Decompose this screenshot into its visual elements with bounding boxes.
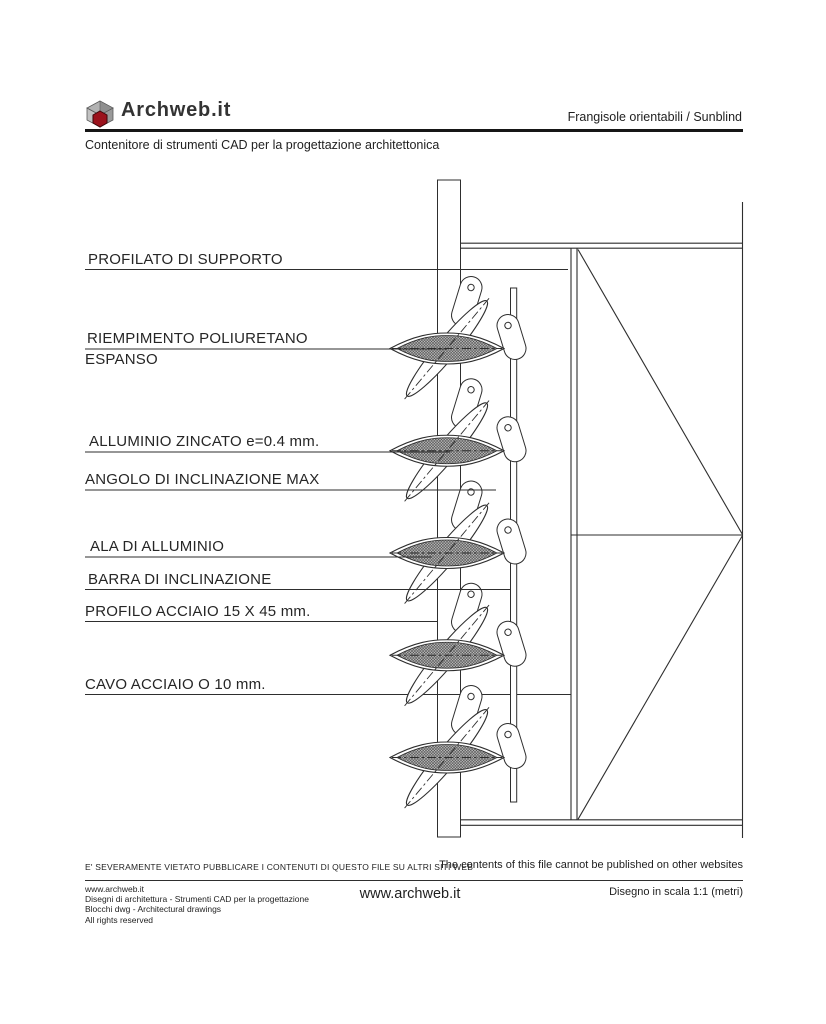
label-ala-di-alluminio: ALA DI ALLUMINIO	[90, 538, 225, 555]
footer-notice-english: The contents of this file cannot be published on other websites	[439, 859, 743, 871]
footer-scale-note: Disegno in scala 1:1 (metri)	[609, 886, 743, 898]
footer-info-line: All rights reserved	[85, 914, 154, 925]
label-profilo-acciaio: PROFILO ACCIAIO 15 X 45 mm.	[85, 602, 311, 620]
label-cavo-acciaio: CAVO ACCIAIO O 10 mm.	[85, 675, 266, 693]
label-alluminio-zincato: ALLUMINIO ZINCATO e=0.4 mm.	[89, 433, 320, 450]
label-espanso: ESPANSO	[85, 350, 158, 368]
sheet-subject: Frangisole orientabili / Sunblind	[567, 110, 742, 124]
header-tagline: Contenitore di strumenti CAD per la progettazione architettonica	[85, 138, 440, 152]
footer-info-block	[85, 884, 309, 925]
footer-info-line: Disegni di architettura - Strumenti CAD per la progettazione	[85, 894, 309, 905]
footer-rule	[85, 880, 743, 882]
label-riempimento-poliuretano: RIEMPIMENTO POLIURETANO	[87, 330, 308, 347]
label-angolo-inclinazione-max: ANGOLO DI INCLINAZIONE MAX	[85, 471, 320, 488]
footer-info-line: www.archweb.it	[85, 884, 145, 894]
label-barra-di-inclinazione: BARRA DI INCLINAZIONE	[88, 570, 272, 588]
louver-blades	[390, 274, 529, 812]
label-profilato-di-supporto: PROFILATO DI SUPPORTO	[88, 250, 283, 268]
brand-title: Archweb.it	[121, 99, 232, 121]
footer-website: www.archweb.it	[359, 886, 461, 902]
footer-info-line: Blocchi dwg - Architectural drawings	[85, 904, 222, 915]
footer-notice-italian: E' SEVERAMENTE VIETATO PUBBLICARE I CONTENUTI DI QUESTO FILE SU ALTRI SITI WEB	[85, 862, 474, 872]
